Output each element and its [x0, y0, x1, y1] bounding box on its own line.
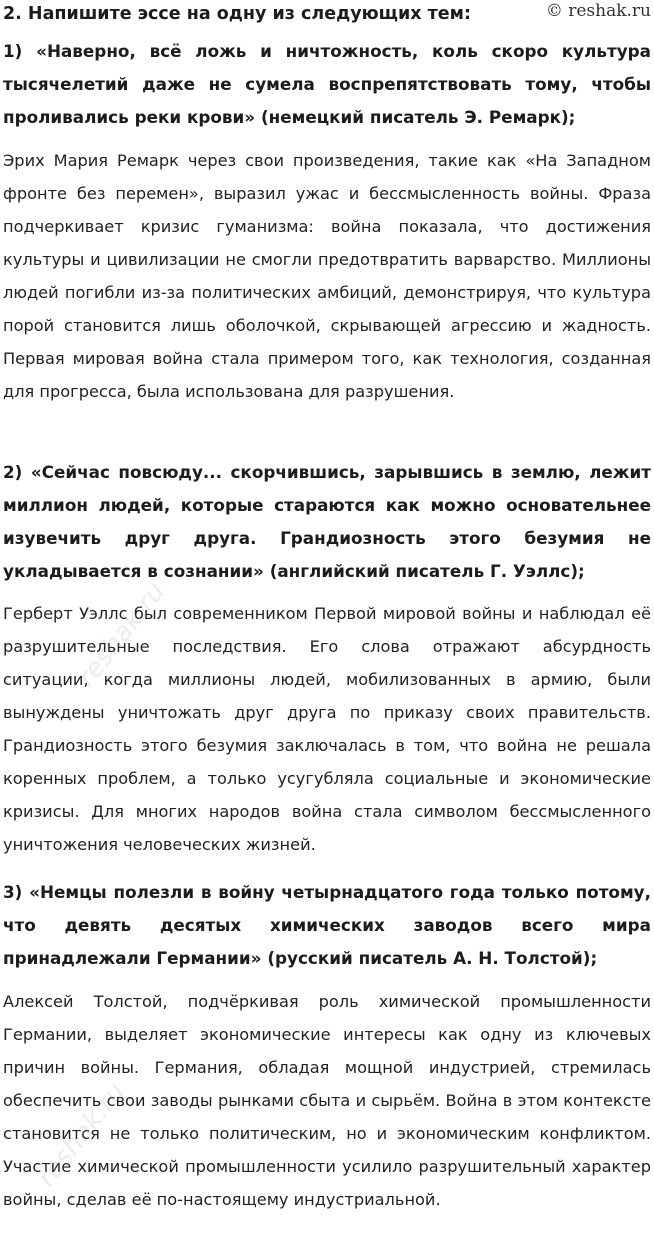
topic-2-question: 2) «Сейчас повсюду... скорчившись, зарывшись в землю, лежит миллион людей, которые стараются как можно основательнее изувечить друг друга. Грандиозность этого безумия не укладывается в сознании» (английский писатель Г. Уэллс); [3, 462, 651, 581]
topic-3-question: 3) «Немцы полезли в войну четырнадцатого года только потому, что девять десятых химических заводов всего мира принадлежали Германии» (русский писатель А. Н. Толстой); [3, 882, 651, 968]
header [3, 0, 651, 28]
topic-1-answer: Эрих Мария Ремарк через свои произведения, такие как «На Западном фронте без перемен», выразил ужас и бессмысленность войны. Фраза подчеркивает кризис гуманизма: война показала, что достижения культуры и цивилизации не смогли предотвратить варварство. Миллионы людей погибли из-за политических амбиций, демонстрируя, что культура порой становится лишь оболочкой, скрывающей агрессию и жадность. Первая мировая война стала примером того, как технология, созданная для прогресса, была использована для разрушения. [3, 151, 651, 401]
topic-2-answer: Герберт Уэллс был современником Первой мировой войны и наблюдал её разрушительные последствия. Его слова отражают абсурдность ситуации, когда миллионы людей, мобилизованных в армию, были вынуждены уничтожать друг друга по приказу своих правительств. Грандиозность этого безумия заключалась в том, что война не решала коренных проблем, а только усугубляла социальные и экономические кризисы. Для многих народов война стала символом бессмысленного уничтожения человеческих жизней. [3, 604, 651, 854]
watermark: reshak.ru [31, 1077, 132, 1193]
copyright-notice: © reshak.ru [545, 1, 651, 21]
topic-1-question: 1) «Наверно, всё ложь и ничтожность, коль скоро культура тысячелетий даже не сумела воспрепятствовать тому, чтобы проливались реки крови» (немецкий писатель Э. Ремарк); [3, 41, 651, 127]
watermark: reshak.ru [71, 577, 172, 693]
topic-3-answer: Алексей Толстой, подчёркивая роль химической промышленности Германии, выделяет экономические интересы как одну из ключевых причин войны. Германия, обладая мощной индустрией, стремилась обеспечить свои заводы рынками сбыта и сырьём. Война в этом контексте становится не только политическим, но и экономическим конфликтом. Участие химической промышленности усилило разрушительный характер войны, сделав её по-настоящему индустриальной. [3, 992, 651, 1209]
task-heading: 2. Напишите эссе на одну из следующих тем: [3, 4, 471, 24]
